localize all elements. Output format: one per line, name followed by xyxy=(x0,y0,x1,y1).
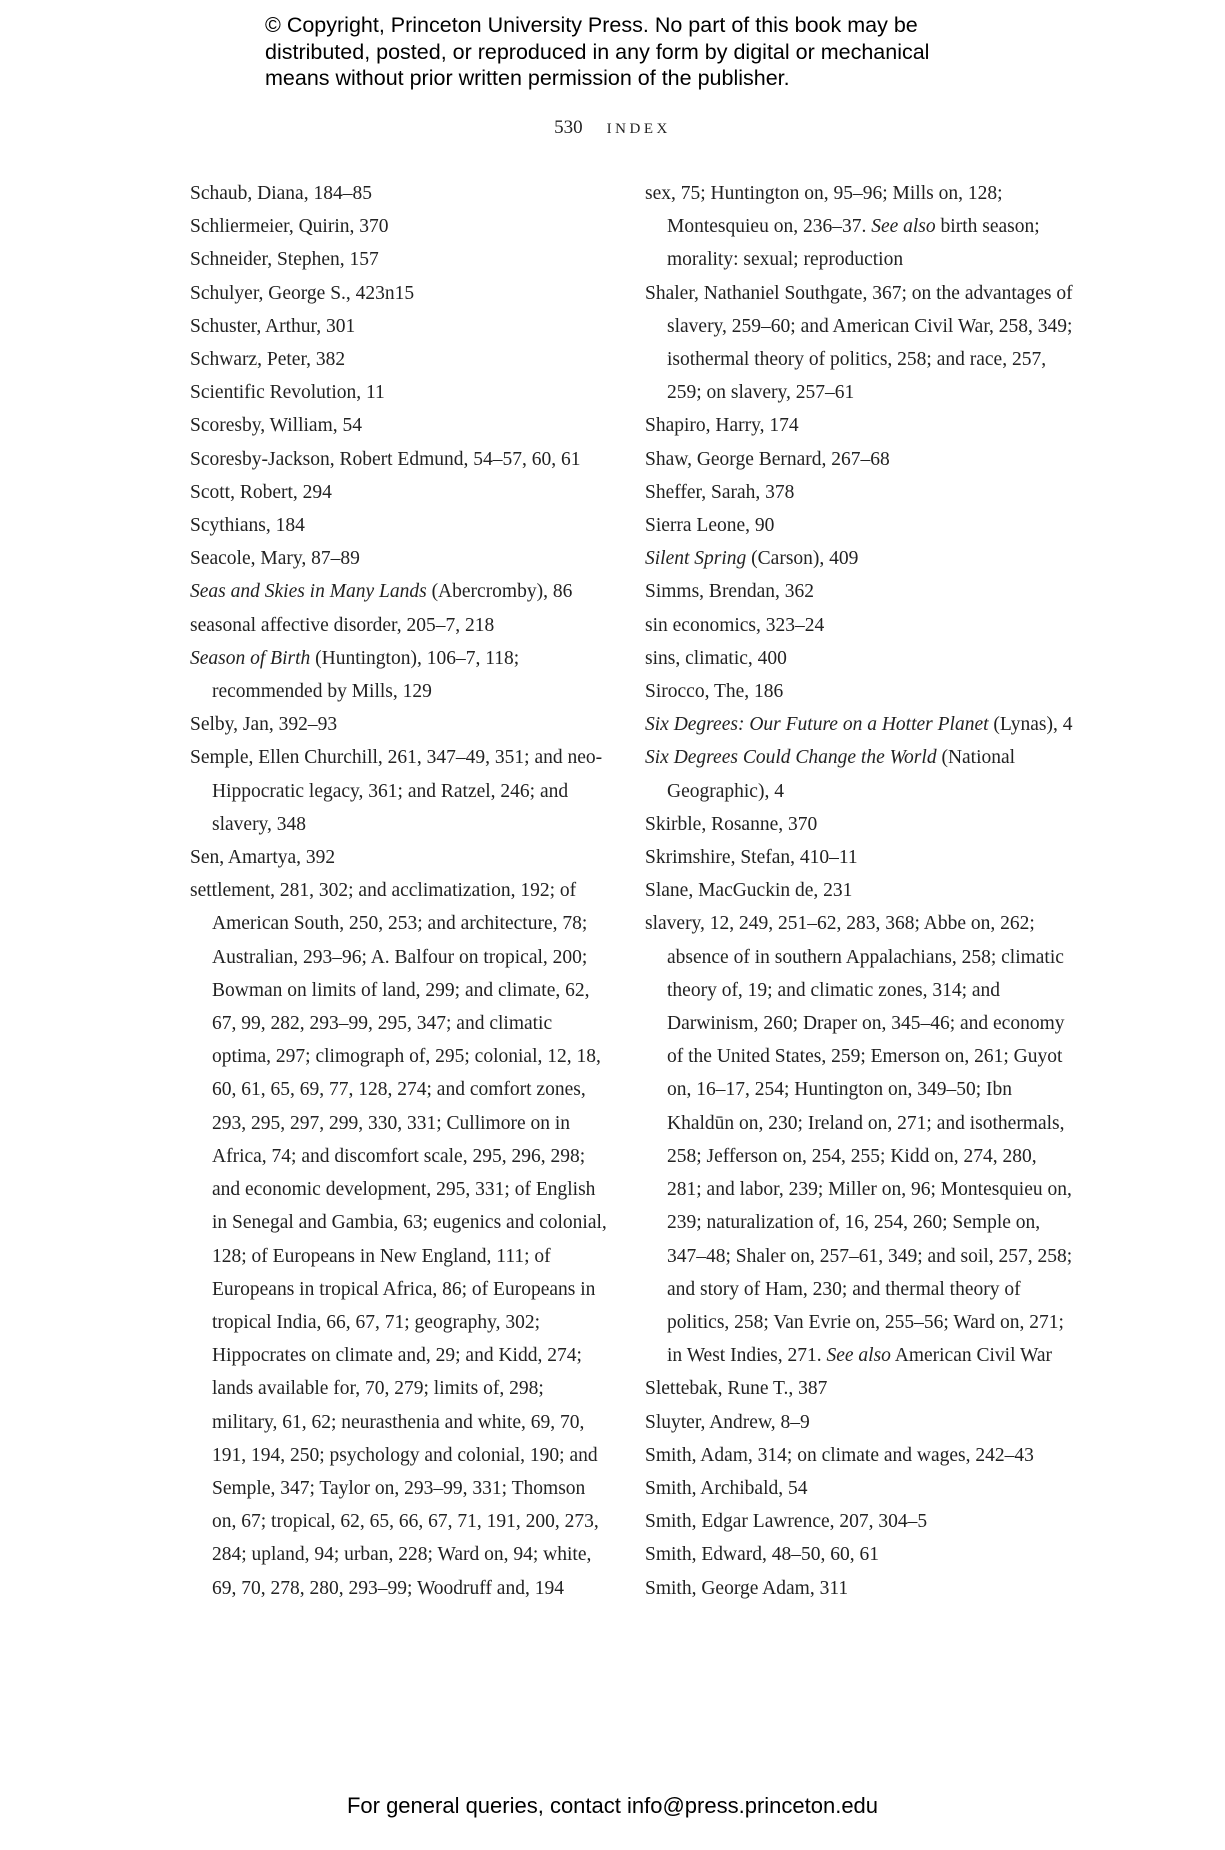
entry-text: Schneider, Stephen, 157 xyxy=(190,249,379,271)
index-entry xyxy=(645,1406,1075,1439)
index-entry xyxy=(190,310,610,343)
page-number: 530 xyxy=(554,117,583,138)
entry-text: Schliermeier, Quirin, 370 xyxy=(190,216,389,238)
copyright-line: distributed, posted, or reproduced in any form by digital or mechanical xyxy=(265,39,930,64)
entry-text: Smith, Edgar Lawrence, 207, 304–5 xyxy=(645,1511,928,1533)
entry-text: (Carson), 409 xyxy=(746,548,859,570)
index-entry xyxy=(645,509,1075,542)
index-entry xyxy=(645,1505,1075,1538)
index-entry xyxy=(645,708,1075,741)
index-entry xyxy=(645,1472,1075,1505)
index-entry xyxy=(190,609,610,642)
index-entry xyxy=(190,542,610,575)
index-entry xyxy=(645,409,1075,442)
entry-text: slavery, 12, 249, 251–62, 283, 368; Abbe on, 262; absence of in southern Appalachians, 258; climatic theory of, 19; and climatic zones, 314; and Darwinism, 260; Draper on, 345–46; and economy of the United States, 259; Emerson on, 261; Guyot on, 16–17, 254; Huntington on, 349–50; Ibn Khaldūn on, 230; Ireland on, 271; and isothermals, 258; Jefferson on, 254, 255; Kidd on, 274, 280, 281; and labor, 239; Miller on, 96; Montesquieu on, 239; naturalization of, 16, 254, 260; Semple on, 347–48; Shaler on, 257–61, 349; and soil, 257, 258; and story of Ham, 230; and thermal theory of politics, 258; Van Evrie on, 255–56; Ward on, 271; in West Indies, 271. xyxy=(645,913,1073,1367)
entry-text: Schuster, Arthur, 301 xyxy=(190,315,356,337)
index-entry xyxy=(645,177,1075,277)
copyright-notice xyxy=(265,12,1025,92)
entry-text: Skirble, Rosanne, 370 xyxy=(645,813,818,835)
entry-text: (Lynas), 4 xyxy=(988,714,1073,736)
index-entry xyxy=(190,376,610,409)
index-column-left xyxy=(190,177,610,1605)
entry-italic-text: Seas and Skies in Many Lands xyxy=(190,581,427,603)
index-entry xyxy=(190,443,610,476)
index-entry xyxy=(645,1439,1075,1472)
entry-text: sin economics, 323–24 xyxy=(645,614,825,636)
index-entry xyxy=(645,675,1075,708)
index-entry xyxy=(190,841,610,874)
index-entry xyxy=(645,841,1075,874)
index-entry xyxy=(645,1372,1075,1405)
index-entry xyxy=(645,1572,1075,1605)
entry-text: Semple, Ellen Churchill, 261, 347–49, 351; and neo-Hippocratic legacy, 361; and Ratzel, 246; and slavery, 348 xyxy=(190,747,603,835)
entry-text: Sierra Leone, 90 xyxy=(645,515,775,537)
entry-text: Scientific Revolution, 11 xyxy=(190,382,385,404)
entry-text: Schwarz, Peter, 382 xyxy=(190,349,346,371)
index-entry xyxy=(645,609,1075,642)
entry-text: Seacole, Mary, 87–89 xyxy=(190,548,360,570)
entry-italic-text: Season of Birth xyxy=(190,647,311,669)
entry-italic-text: Six Degrees: Our Future on a Hotter Planet xyxy=(645,714,989,736)
entry-text: sex, 75; Huntington on, 95–96; Mills on, 128; Montesquieu on, 236–37. xyxy=(645,183,1003,238)
index-entry xyxy=(645,1538,1075,1571)
index-entry xyxy=(645,277,1075,410)
index-entry xyxy=(190,409,610,442)
index-entry xyxy=(190,243,610,276)
entry-text: Shaw, George Bernard, 267–68 xyxy=(645,448,890,470)
entry-text: (Huntington), 106–7, 118; recommended by Mills, 129 xyxy=(212,647,520,703)
index-entry xyxy=(190,476,610,509)
entry-text: Scott, Robert, 294 xyxy=(190,481,332,503)
entry-text: Schaub, Diana, 184–85 xyxy=(190,183,372,204)
entry-text: birth season; morality: sexual; reproduction xyxy=(667,216,1040,271)
index-entry xyxy=(190,177,610,210)
entry-text: Smith, George Adam, 311 xyxy=(645,1577,849,1599)
entry-text: Slettebak, Rune T., 387 xyxy=(645,1378,828,1400)
entry-text: Scoresby-Jackson, Robert Edmund, 54–57, 60, 61 xyxy=(190,448,581,470)
entry-italic-text: Six Degrees Could Change the World xyxy=(645,747,937,769)
index-entry xyxy=(190,708,610,741)
index-entry xyxy=(645,874,1075,907)
entry-text: Sluyter, Andrew, 8–9 xyxy=(645,1411,810,1433)
entry-text: Smith, Archibald, 54 xyxy=(645,1477,808,1499)
index-entry xyxy=(645,808,1075,841)
index-entry xyxy=(190,277,610,310)
entry-text: Schulyer, George S., 423n15 xyxy=(190,282,415,304)
entry-text: (Abercromby), 86 xyxy=(426,581,573,603)
page-title: index xyxy=(606,114,671,138)
entry-text: seasonal affective disorder, 205–7, 218 xyxy=(190,614,495,636)
entry-text: sins, climatic, 400 xyxy=(645,647,787,669)
entry-italic-text: See also xyxy=(826,1345,891,1367)
entry-text: Smith, Edward, 48–50, 60, 61 xyxy=(645,1544,879,1566)
entry-text: Simms, Brendan, 362 xyxy=(645,581,814,603)
index-entry xyxy=(645,907,1075,1372)
index-entry xyxy=(645,476,1075,509)
index-column-right xyxy=(645,177,1075,1605)
entry-text: settlement, 281, 302; and acclimatization, 192; of American South, 250, 253; and architecture, 78; Australian, 293–96; A. Balfour on tropical, 200; Bowman on limits of land, 299; and climate, 62, 67, 99, 282, 293–99, 295, 347; and climatic optima, 297; climograph of, 295; colonial, 12, 18, 60, 61, 65, 69, 77, 128, 274; and comfort zones, 293, 295, 297, 299, 330, 331; Cullimore on in Africa, 74; and discomfort scale, 295, 296, 298; and economic development, 295, 331; of English in Senegal and Gambia, 63; eugenics and colonial, 128; of Europeans in New England, 111; of Europeans in tropical Africa, 86; of Europeans in tropical India, 66, 67, 71; geography, 302; Hippocrates on climate and, 29; and Kidd, 274; lands available for, 70, 279; limits of, 298; military, 61, 62; neurasthenia and white, 69, 70, 191, 194, 250; psychology and colonial, 190; and Semple, 347; Taylor on, 293–99, 331; Thomson on, 67; tropical, 62, 65, 66, 67, 71, 191, 200, 273, 284; upland, 94; urban, 228; Ward on, 94; white, 69, 70, 278, 280, 293–99; Woodruff and, 194 xyxy=(190,880,607,1599)
entry-text: American Civil War xyxy=(890,1345,1053,1367)
entry-text: Sirocco, The, 186 xyxy=(645,681,784,703)
index-entry xyxy=(190,210,610,243)
entry-text: Scythians, 184 xyxy=(190,515,305,537)
entry-text: Sheffer, Sarah, 378 xyxy=(645,481,795,503)
footer-contact: For general queries, contact info@press.princeton.edu xyxy=(346,1793,879,1818)
entry-text: Slane, MacGuckin de, 231 xyxy=(645,880,853,902)
entry-text: Shaler, Nathaniel Southgate, 367; on the advantages of slavery, 259–60; and American Civil War, 258, 349; isothermal theory of politics, 258; and race, 257, 259; on slavery, 257–61 xyxy=(645,282,1073,404)
entry-text: Scoresby, William, 54 xyxy=(190,415,362,437)
entry-italic-text: Silent Spring xyxy=(645,548,747,570)
entry-italic-text: See also xyxy=(871,216,936,238)
entry-text: (National Geographic), 4 xyxy=(667,747,1016,802)
index-entry xyxy=(645,642,1075,675)
entry-text: Sen, Amartya, 392 xyxy=(190,847,336,869)
entry-text: Smith, Adam, 314; on climate and wages, 242–43 xyxy=(645,1444,1034,1466)
copyright-line: © Copyright, Princeton University Press. No part of this book may be xyxy=(265,13,918,37)
copyright-line: means without prior written permission of the publisher. xyxy=(265,66,790,90)
entry-text: Shapiro, Harry, 174 xyxy=(645,415,799,437)
index-entry xyxy=(190,575,610,608)
index-entry xyxy=(190,741,610,841)
entry-text: Selby, Jan, 392–93 xyxy=(190,714,338,736)
index-entry xyxy=(645,542,1075,575)
index-entry xyxy=(645,741,1075,807)
index-entry xyxy=(645,575,1075,608)
index-entry xyxy=(645,443,1075,476)
entry-text: Skrimshire, Stefan, 410–11 xyxy=(645,847,858,869)
index-entry xyxy=(190,642,610,708)
index-entry xyxy=(190,343,610,376)
index-entry xyxy=(190,509,610,542)
running-head xyxy=(0,114,1225,139)
index-entry xyxy=(190,874,610,1604)
